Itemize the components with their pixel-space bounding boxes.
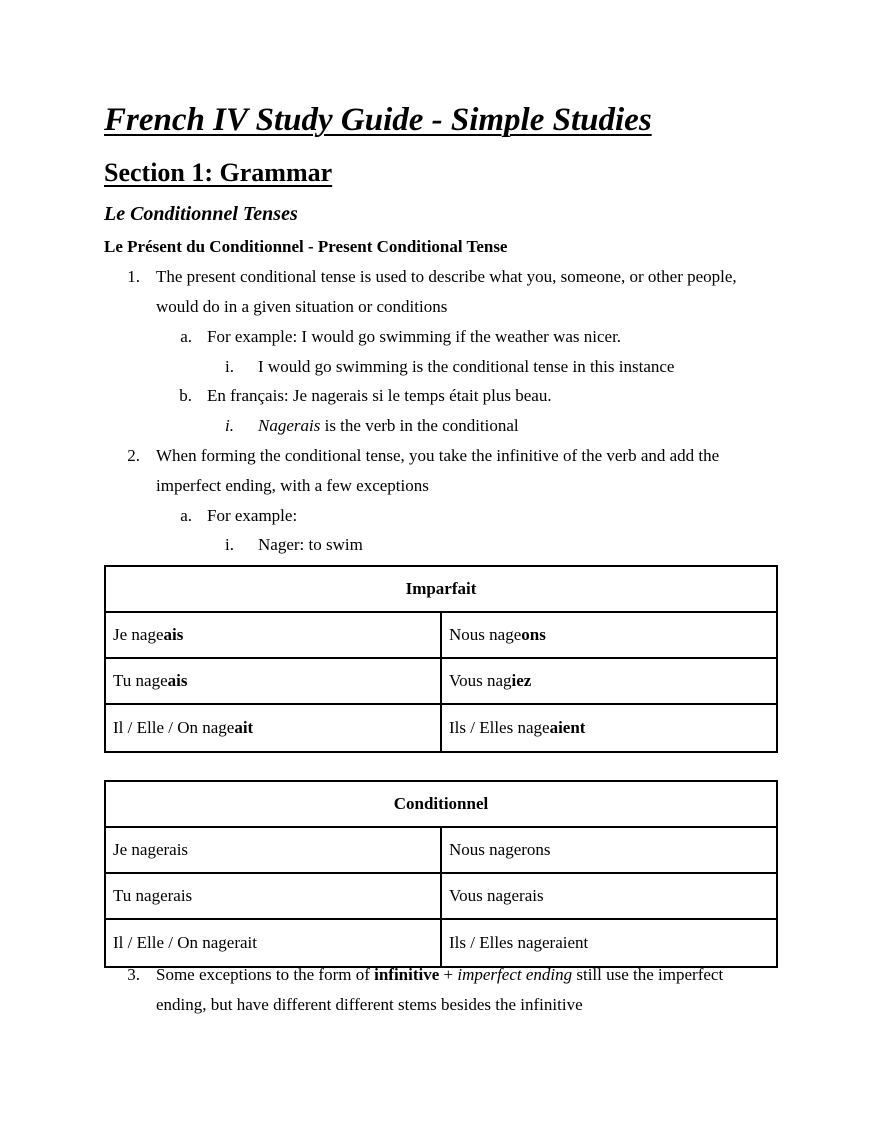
list-item-text [258,416,519,436]
list-marker: i. [225,416,234,435]
table-cell: Il / Elle / On nagerait [106,920,442,966]
table-cell [442,705,776,751]
list-item-text: imperfect ending, with a few exceptions [156,476,429,495]
table-cell: Vous nagerais [449,886,544,905]
list-marker: 3. [127,965,140,984]
table-cell [442,613,776,657]
list-marker: i. [225,357,234,376]
table-cell: Je nagerais [106,828,442,872]
document-title: French IV Study Guide - Simple Studies [104,102,652,138]
subsection-heading: Le Conditionnel Tenses [104,203,298,225]
italic-verb: Nagerais [258,416,321,435]
table-cell [106,659,442,703]
table-row [106,705,776,751]
list-marker: 1. [127,267,140,286]
text-run: + [439,965,458,984]
table-row [106,874,776,920]
stem: Tu nage [113,671,168,690]
table-header: Conditionnel [106,782,776,828]
italic-term: imperfect ending [457,965,573,984]
list-item-text: would do in a given situation or conditions [156,297,448,316]
list-item-text: For example: I would go swimming if the weather was nicer. [207,327,622,346]
ending: ait [234,718,254,737]
list-item-text: Nager: to swim [258,535,363,554]
table-cell: Nous nagerons [449,840,551,859]
text-run: still use the imperfect [572,965,724,984]
table-cell [106,705,442,751]
table-cell [106,613,442,657]
list-marker: a. [180,327,192,346]
table-row [106,659,776,705]
imparfait-table [104,565,778,753]
table-cell: Tu nagerais [106,874,442,918]
list-item-text: For example: [207,506,298,525]
list-item-text [156,965,723,985]
ending: ons [521,625,546,644]
stem: Ils / Elles nage [449,718,550,737]
ending: aient [549,718,586,737]
list-marker: b. [179,386,192,405]
list-item-text: When forming the conditional tense, you take the infinitive of the verb and add the [156,446,720,465]
list-item-text: The present conditional tense is used to describe what you, someone, or other people, [156,267,737,286]
ending: iez [511,671,532,690]
table-row [106,920,776,966]
conditionnel-table [104,780,778,968]
list-marker: i. [225,535,234,554]
ending: ais [163,625,184,644]
table-header: Imparfait [106,567,776,613]
list-item-rest: is the verb in the conditional [320,416,519,435]
list-item-text: En français: Je nagerais si le temps était plus beau. [207,386,552,405]
stem: Il / Elle / On nage [113,718,235,737]
table-row [106,613,776,659]
table-cell [442,659,776,703]
stem: Je nage [113,625,164,644]
stem: Vous nag [449,671,512,690]
stem: Nous nage [449,625,522,644]
table-cell: Ils / Elles nageraient [449,933,589,952]
ending: ais [167,671,188,690]
list-item-text: ending, but have different different stems besides the infinitive [156,995,583,1014]
bold-term: infinitive [374,965,440,984]
topic-heading: Le Présent du Conditionnel - Present Conditional Tense [104,237,508,256]
list-marker: a. [180,506,192,525]
table-row [106,828,776,874]
text-run: Some exceptions to the form of [156,965,375,984]
list-marker: 2. [127,446,140,465]
list-item-text: I would go swimming is the conditional tense in this instance [258,357,675,376]
section-heading: Section 1: Grammar [104,158,333,187]
